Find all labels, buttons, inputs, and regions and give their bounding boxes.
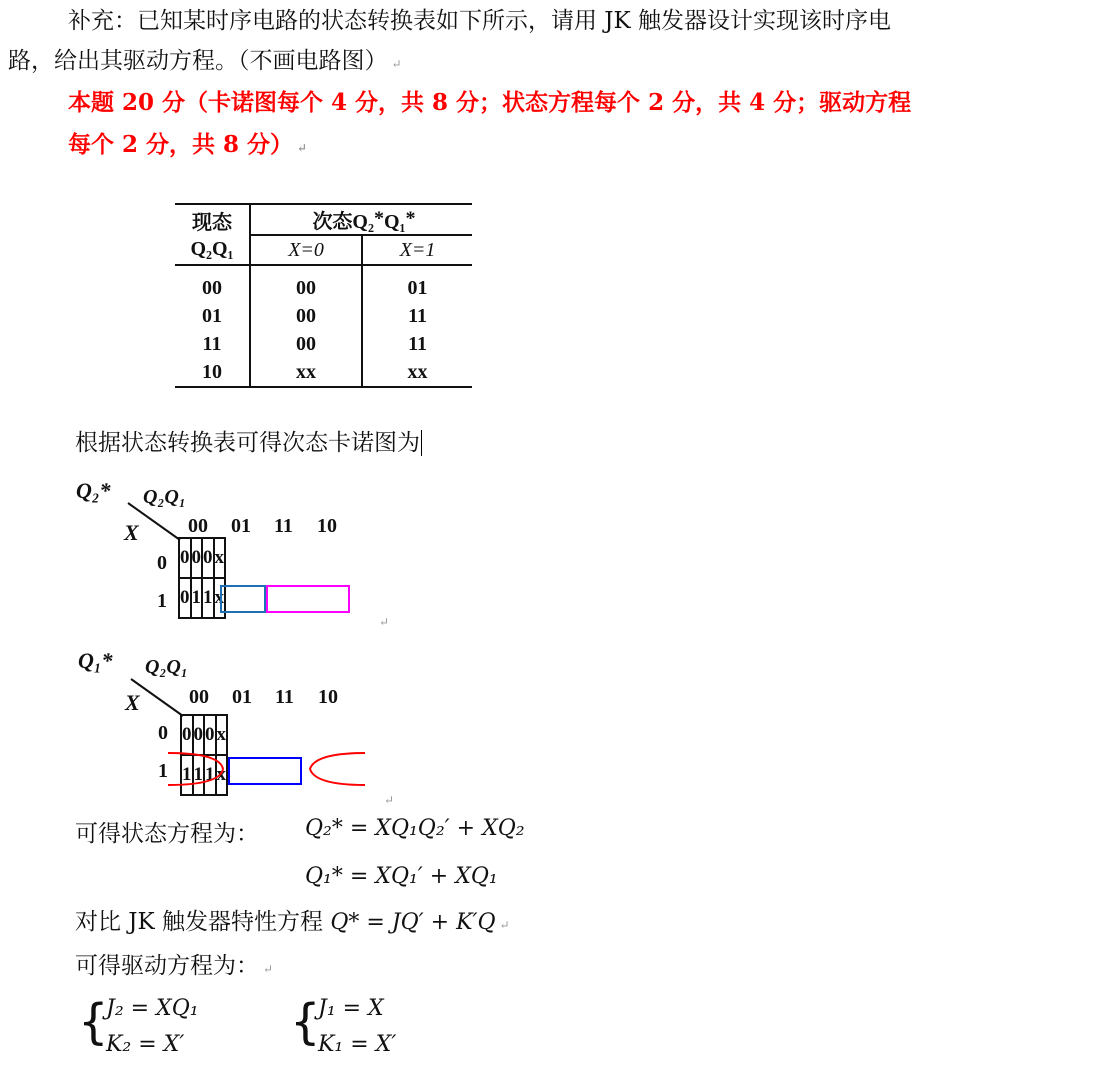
kmap-cell: 1 [191,578,203,618]
cell: 00 [250,265,362,302]
header-next: 次态Q₂ ⃰ Q₁ ⃰ [250,204,472,235]
kmap-rows-var: X [125,690,140,715]
kmap-diagonal [125,500,185,542]
drive-j1: J₁ = X [318,996,384,1021]
col-header: 00 [189,686,209,708]
row-header: 0 [158,722,168,744]
col-header: 01 [231,515,251,537]
kmap-cols-var: Q₂Q₁ [145,656,188,678]
brace-icon: { [290,994,321,1050]
scoring-line-2: 每个 2 分，共 8 分） ↵ [68,131,308,158]
cell: 01 [175,302,250,330]
kmap-cell: x [216,715,228,755]
jk-char-eq: Q* = JQ′ + K′Q [330,910,496,935]
kmap-group-magenta [266,585,350,613]
kmap-col-headers [189,686,361,709]
intro-line-2: 路，给出其驱动方程。（不画电路图） ↵ [8,48,402,74]
scoring-line-1: 本题 20 分（卡诺图每个 4 分，共 8 分；状态方程每个 2 分，共 4 分；驱动方程 [68,89,912,116]
kmap-diagonal [128,676,188,718]
kmap-group-blue [220,585,266,613]
col-header: 11 [274,515,293,537]
jk-compare-label: 对比 JK 触发器特性方程 [75,909,324,935]
cell: 11 [408,332,427,355]
kmap-title: Q₂* [76,478,111,503]
drive-j2: J₂ = XQ₁ [106,996,199,1021]
kmap-cell: x [214,538,226,578]
state-eq-q1: Q₁* = XQ₁′ + XQ₁ [305,864,498,889]
brace-icon: { [78,994,109,1050]
kmap-intro [75,424,422,457]
kmap-cell: 0 [204,715,216,755]
cell: 00 [250,330,362,358]
header-present: 现态 [175,204,250,235]
kmap-cell: 0 [191,538,203,578]
cell: 00 [175,265,250,302]
col-header: 10 [318,686,338,708]
col-header: 11 [275,686,294,708]
cell: 11 [408,304,427,327]
kmap-cell: 1 [202,578,214,618]
scoring-line-2-text: 每个 2 分，共 8 分） [68,131,294,158]
kmap-cell: 0 [179,538,191,578]
drive-k1: K₁ = X′ [318,1032,397,1057]
state-eq-label: 可得状态方程为： [75,821,259,847]
drive-label: 可得驱动方程为： ↵ [75,953,274,979]
kmap-cell: 0 [179,578,191,618]
kmap-cell: x [214,578,226,618]
row-header: 0 [157,552,167,574]
header-present-vars: Q₂Q₁ [175,235,250,265]
cell: 00 [250,302,362,330]
drive-k2: K₂ = X′ [106,1032,185,1057]
cell: 10 [175,358,250,387]
kmap-cell: 1 [193,755,205,795]
cell: 11 [175,330,250,358]
kmap-cols-var: Q₂Q₁ [143,486,186,508]
jk-compare: 对比 JK 触发器特性方程 Q* = JQ′ + K′Q ↵ [75,909,510,935]
kmap-cell: 0 [202,538,214,578]
col-header: 00 [188,515,208,537]
intro-line-2-text: 路，给出其驱动方程。（不画电路图） [8,48,388,74]
table-row [175,330,472,358]
intro-line-1: 补充：已知某时序电路的状态转换表如下所示，请用 JK 触发器设计实现该时序电 [68,8,892,34]
row-header: 1 [158,760,168,782]
kmap-rows-var: X [124,520,139,545]
kmap-cell: x [216,755,228,795]
state-eq-q2: Q₂* = XQ₁Q₂′ + XQ₂ [305,816,525,841]
table-row [175,358,472,387]
header-x0: X=0 [250,235,362,265]
kmap-cell: 0 [181,715,193,755]
kmap-col-headers [188,515,360,538]
row-header: 1 [157,590,167,612]
cell: 01 [407,276,428,299]
kmap-cell: 1 [204,755,216,795]
cell: xx [250,358,362,387]
kmap-cell: 1 [181,755,193,795]
kmap-group-red-wrap [160,745,370,790]
header-x1: X=1 [399,238,436,261]
kmap-cell: 0 [193,715,205,755]
table-row [175,265,472,302]
col-header: 01 [232,686,252,708]
cell: xx [407,360,428,383]
drive-label-text: 可得驱动方程为： [75,953,259,979]
table-row [175,302,472,330]
state-table [175,203,472,388]
kmap-intro-text: 根据状态转换表可得次态卡诺图为 [75,430,420,456]
col-header: 10 [317,515,337,537]
kmap-title: Q₁* [78,648,113,673]
